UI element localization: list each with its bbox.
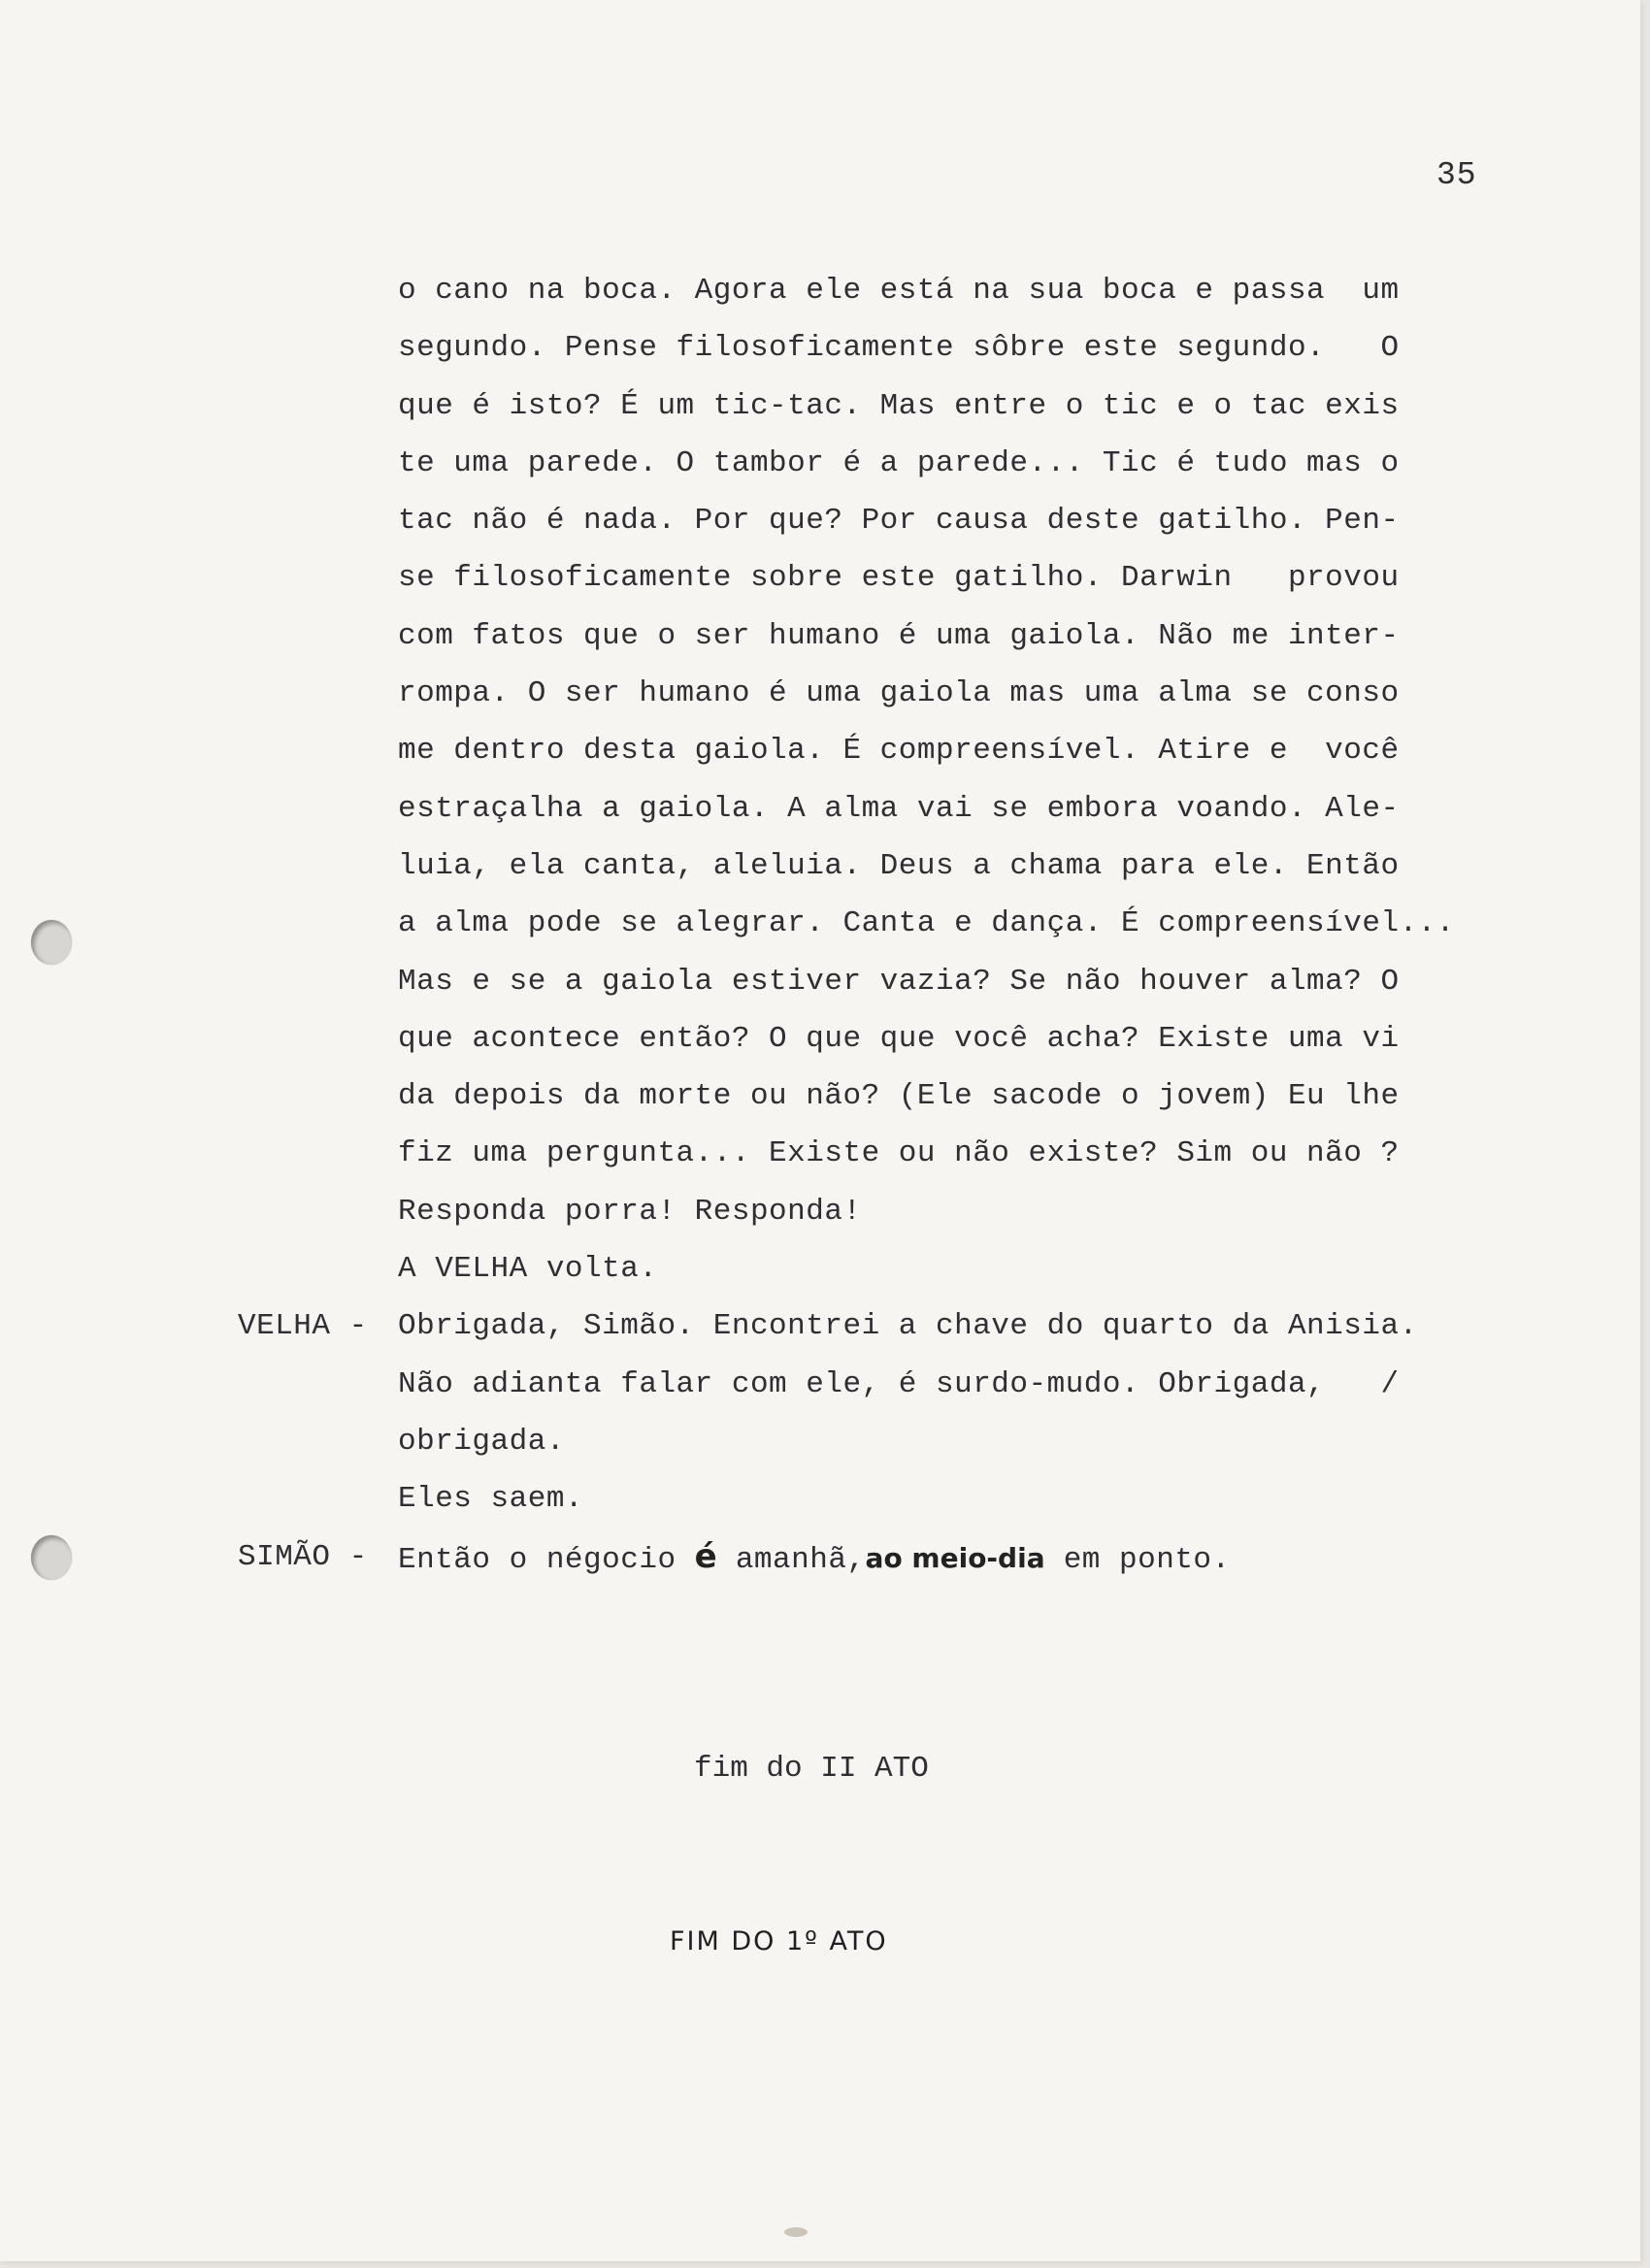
speaker-label: VELHA -: [238, 1309, 368, 1344]
script-line: [398, 608, 1611, 665]
line-text: Mas e se a gaiola estiver vazia? Se não houver alma? O: [398, 964, 1400, 999]
script-line-last: [238, 1528, 1611, 1586]
script-line: [398, 1068, 1611, 1125]
script-line: [398, 378, 1611, 435]
stage-direction: [398, 1240, 1611, 1298]
script-line: [238, 1298, 1611, 1355]
script-line: [398, 492, 1611, 549]
script-line: [398, 262, 1611, 319]
script-line: [398, 549, 1611, 607]
line-text: Eles saem.: [398, 1482, 584, 1517]
script-line: [398, 1413, 1611, 1470]
line-text: Então o négocio: [398, 1542, 695, 1577]
line-text: obrigada.: [398, 1424, 565, 1459]
script-line: [398, 1183, 1611, 1240]
line-text: se filosoficamente sobre este gatilho. Darwin provou: [398, 561, 1400, 596]
line-text: estraçalha a gaiola. A alma vai se embora voando. Ale-: [398, 791, 1400, 826]
line-text: com fatos que o ser humano é uma gaiola. Não me inter-: [398, 618, 1400, 653]
line-text: fiz uma pergunta... Existe ou não existe? Sim ou não ?: [398, 1136, 1400, 1171]
line-text: Obrigada, Simão. Encontrei a chave do quarto da Anisia.: [398, 1309, 1418, 1344]
line-text: luia, ela canta, aleluia. Deus a chama para ele. Então: [398, 848, 1400, 883]
script-line: [398, 319, 1611, 377]
line-text: segundo. Pense filosoficamente sôbre este segundo. O: [398, 331, 1400, 366]
script-line: [398, 953, 1611, 1010]
script-line: [398, 1356, 1611, 1413]
line-text: em ponto.: [1044, 1542, 1231, 1577]
line-text: tac não é nada. Por que? Por causa deste gatilho. Pen-: [398, 504, 1400, 539]
line-text: Não adianta falar com ele, é surdo-mudo. Obrigada, /: [398, 1366, 1400, 1401]
script-line: [398, 780, 1611, 838]
line-text: a alma pode se alegrar. Canta e dança. É compreensível...: [398, 906, 1455, 941]
script-line: [398, 1010, 1611, 1068]
line-text: amanhã,: [716, 1542, 866, 1577]
line-text: A VELHA volta.: [398, 1252, 658, 1287]
punch-hole-top: [31, 920, 72, 965]
handwritten-insertion-midday: ao meio-dia: [865, 1541, 1045, 1574]
line-text: rompa. O ser humano é uma gaiola mas uma alma se conso: [398, 676, 1400, 711]
ink-smudge: [784, 2227, 808, 2237]
line-text: que é isto? É um tic-tac. Mas entre o tic e o tac exis: [398, 388, 1400, 423]
script-line: [398, 838, 1611, 895]
script-line: [398, 722, 1611, 779]
stage-direction: [398, 1470, 1611, 1528]
end-of-act-typed: fim do II ATO: [694, 1752, 929, 1786]
line-text: que acontece então? O que que você acha? Existe uma vi: [398, 1021, 1400, 1056]
script-line: [398, 435, 1611, 492]
line-text: te uma parede. O tambor é a parede... Tic é tudo mas o: [398, 445, 1400, 480]
line-text: da depois da morte ou não? (Ele sacode o jovem) Eu lhe: [398, 1079, 1400, 1114]
punch-hole-bottom: [31, 1535, 72, 1580]
script-line: [398, 665, 1611, 722]
dialogue-block: [238, 262, 1611, 1586]
page-number: 35: [1436, 157, 1477, 193]
line-text: o cano na boca. Agora ele está na sua boca e passa um: [398, 274, 1400, 308]
speaker-label-simao: SIMÃO -: [238, 1539, 368, 1574]
script-line: [398, 895, 1611, 952]
line-text: Responda porra! Responda!: [398, 1194, 862, 1229]
line-text: me dentro desta gaiola. É compreensível. Atire e você: [398, 734, 1400, 769]
end-of-act-handwritten: FIM DO 1º ATO: [670, 1926, 888, 1956]
script-line: [398, 1125, 1611, 1182]
handwritten-insertion-e: é: [694, 1536, 717, 1576]
